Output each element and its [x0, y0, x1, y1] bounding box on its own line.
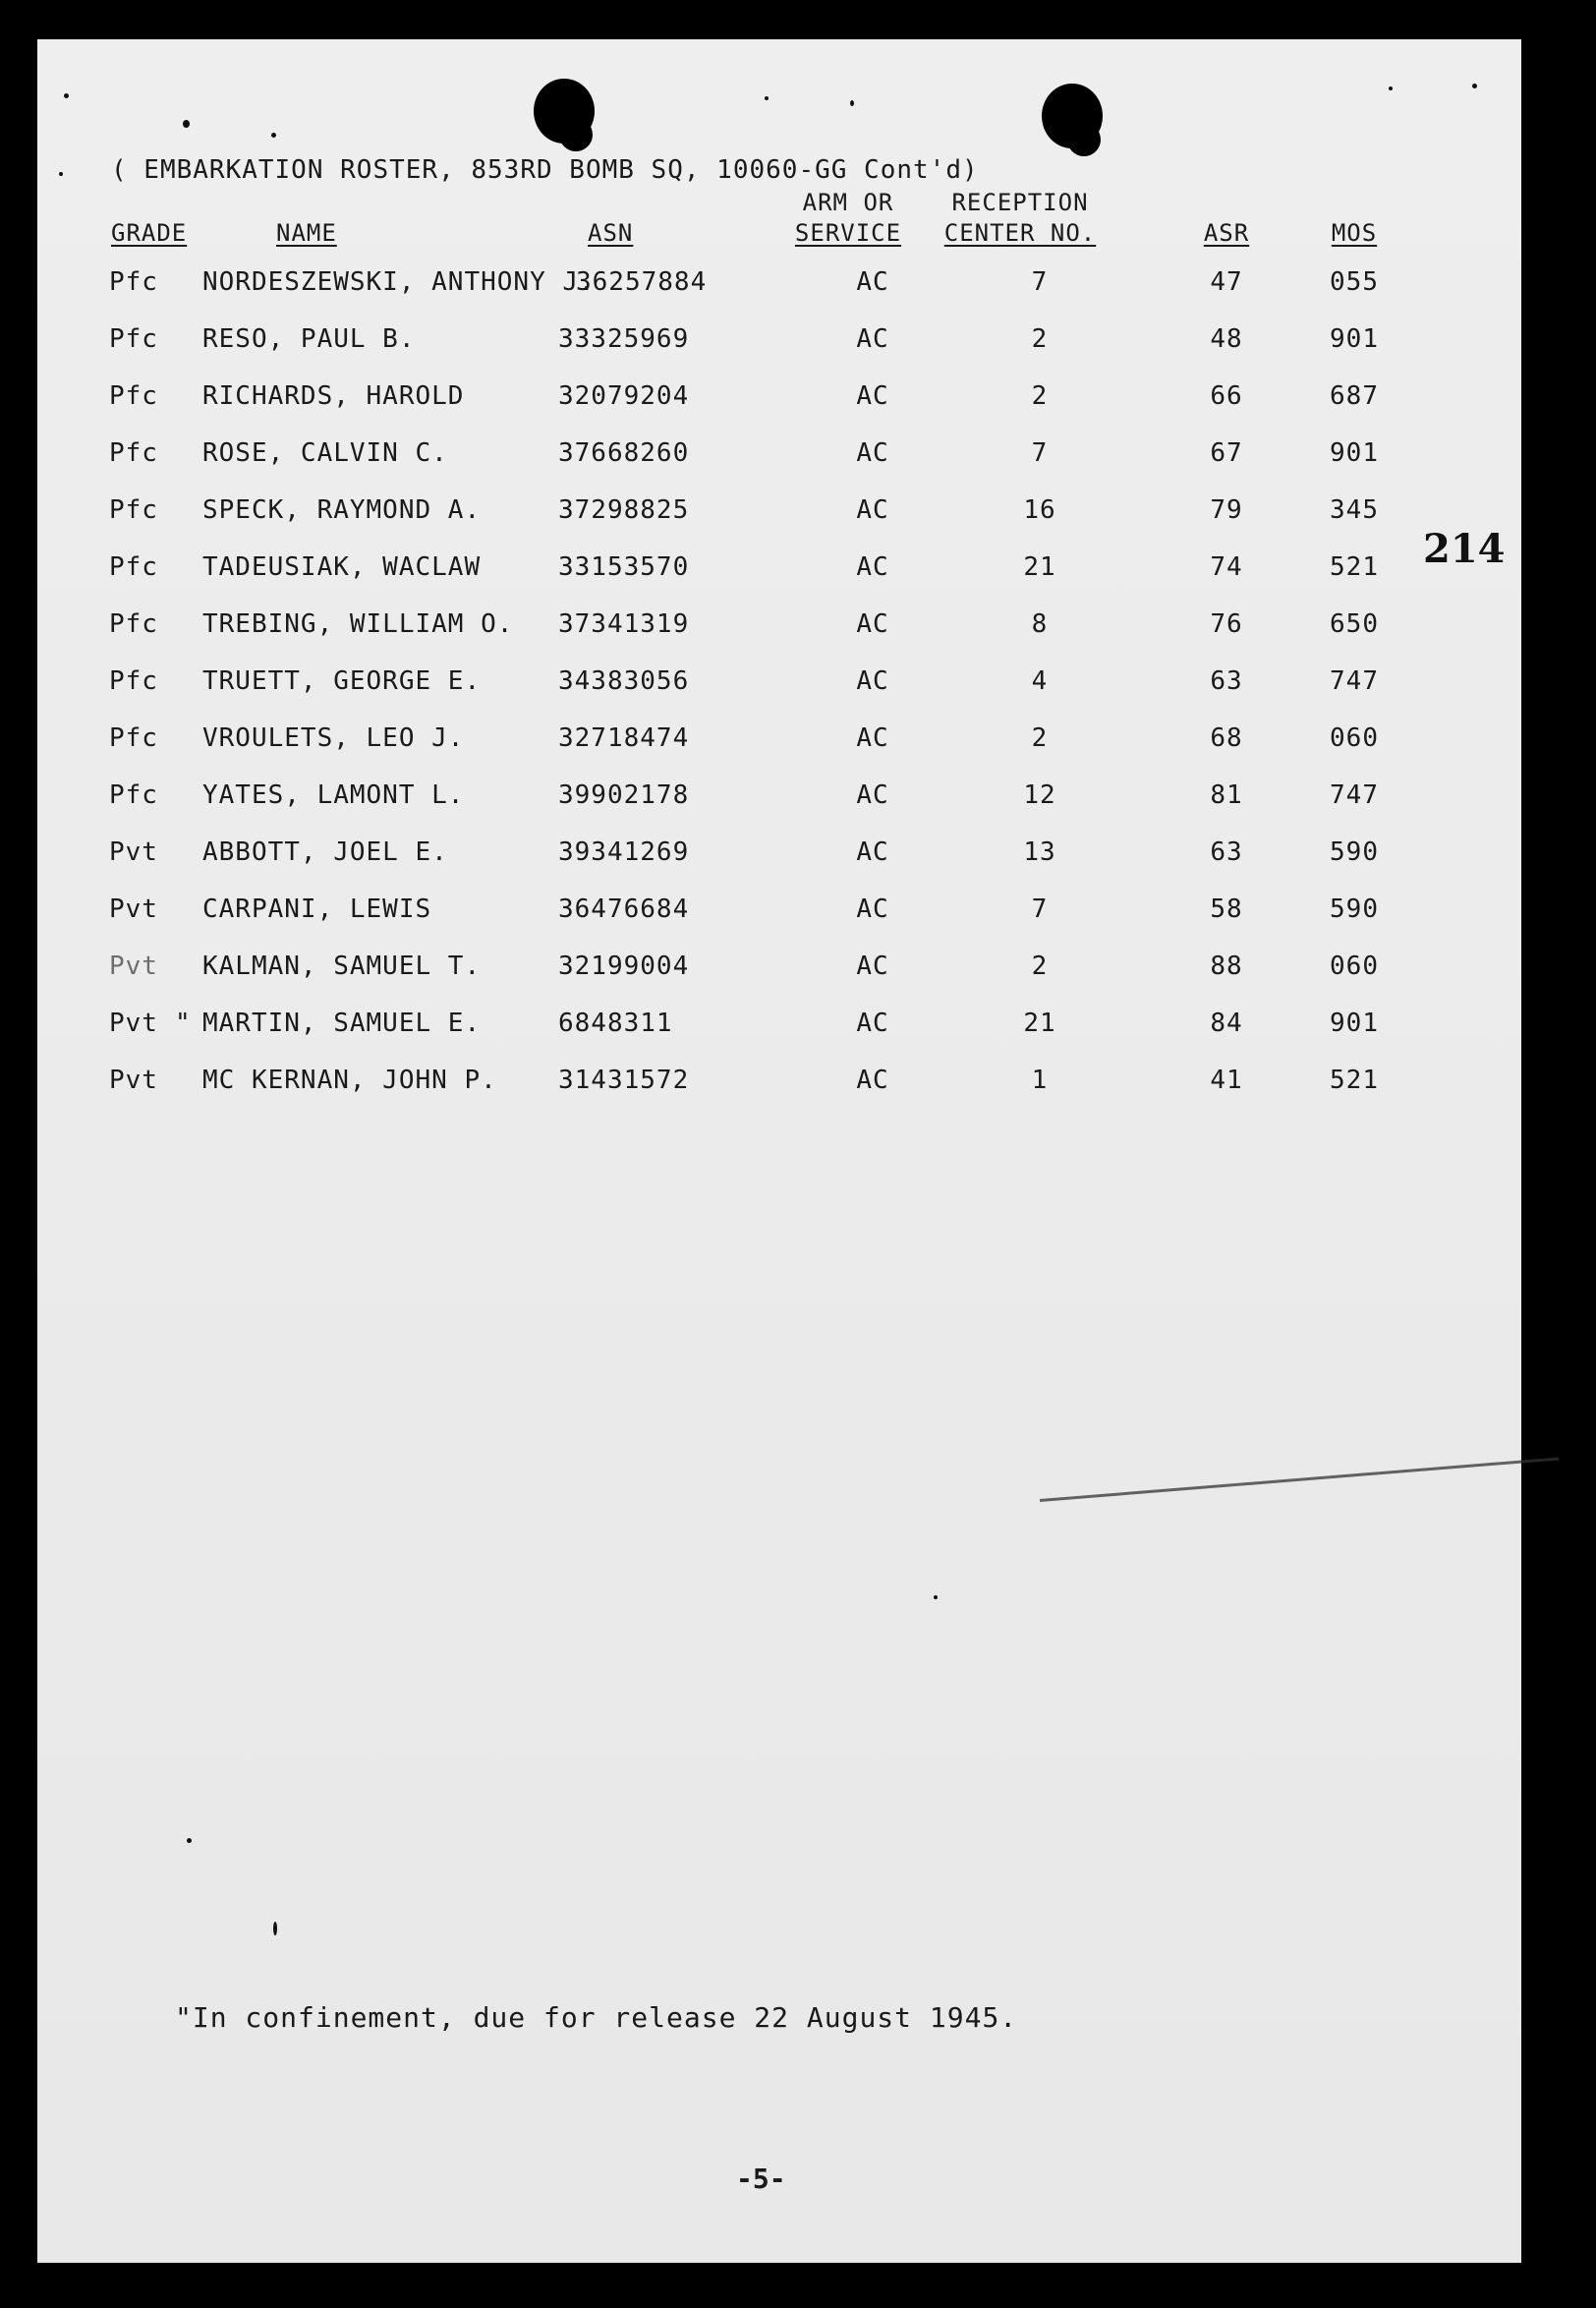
speck	[183, 120, 190, 128]
cell-asn: 37341319	[558, 609, 690, 639]
document-page	[37, 39, 1521, 2263]
cell-grade: Pfc	[109, 324, 158, 354]
cell-name: ABBOTT, JOEL E.	[202, 837, 448, 867]
header-reception-top: RECEPTION	[951, 189, 1089, 216]
cell-asr: 76	[1210, 609, 1243, 639]
table-row	[37, 1066, 1521, 1105]
cell-grade: Pfc	[109, 267, 158, 297]
table-row	[37, 837, 1521, 877]
cell-asr: 67	[1210, 438, 1243, 468]
speck	[64, 93, 69, 98]
cell-name: RICHARDS, HAROLD	[202, 381, 465, 411]
header-grade: GRADE	[111, 219, 188, 247]
footnote: "In confinement, due for release 22 August 1945.	[175, 2001, 1018, 2034]
cell-mos: 747	[1330, 780, 1379, 810]
cell-mos: 687	[1330, 381, 1379, 411]
cell-asr: 48	[1210, 324, 1243, 354]
marginal-page-number: 214	[1423, 526, 1506, 572]
cell-asn: 36257884	[576, 267, 708, 297]
speck	[59, 172, 63, 176]
cell-name: TREBING, WILLIAM O.	[202, 609, 514, 639]
cell-arm: AC	[856, 894, 889, 924]
table-row	[37, 1009, 1521, 1048]
cell-mos: 055	[1330, 267, 1379, 297]
table-row	[37, 381, 1521, 421]
table-row	[37, 324, 1521, 364]
cell-reception: 2	[1031, 381, 1049, 411]
punch-hole-right	[1042, 84, 1103, 148]
cell-asn: 32199004	[558, 952, 690, 981]
speck	[1389, 87, 1393, 90]
cell-grade: Pfc	[109, 723, 158, 753]
cell-asr: 63	[1210, 837, 1243, 867]
cell-reception: 8	[1031, 609, 1049, 639]
roster-title: ( EMBARKATION ROSTER, 853RD BOMB SQ, 10060-GG Cont'd)	[111, 155, 979, 185]
speck	[1472, 84, 1477, 88]
table-row	[37, 723, 1521, 763]
table-row	[37, 495, 1521, 535]
cell-grade: Pvt	[109, 894, 158, 924]
cell-reception: 12	[1023, 780, 1056, 810]
cell-reception: 7	[1031, 438, 1049, 468]
cell-asn: 31431572	[558, 1066, 690, 1095]
cell-asn: 6848311	[558, 1009, 673, 1038]
cell-arm: AC	[856, 324, 889, 354]
cell-arm: AC	[856, 952, 889, 981]
cell-name: TRUETT, GEORGE E.	[202, 666, 482, 696]
cell-arm: AC	[856, 666, 889, 696]
speck	[187, 1838, 192, 1843]
cell-grade: Pvt	[109, 837, 158, 867]
cell-asr: 88	[1210, 952, 1243, 981]
cell-mos: 590	[1330, 894, 1379, 924]
cell-arm: AC	[856, 780, 889, 810]
cell-reception: 2	[1031, 723, 1049, 753]
cell-asr: 68	[1210, 723, 1243, 753]
cell-name: RESO, PAUL B.	[202, 324, 416, 354]
cell-asr: 47	[1210, 267, 1243, 297]
cell-reception: 7	[1031, 267, 1049, 297]
speck	[271, 133, 276, 138]
cell-reception: 2	[1031, 952, 1049, 981]
cell-asn: 33153570	[558, 552, 690, 582]
cell-asr: 41	[1210, 1066, 1243, 1095]
cell-asr: 81	[1210, 780, 1243, 810]
punch-hole-left	[534, 79, 595, 144]
cell-asn: 32718474	[558, 723, 690, 753]
header-reception-bottom: CENTER NO.	[943, 219, 1097, 247]
speck	[934, 1595, 938, 1599]
cell-mos: 060	[1330, 723, 1379, 753]
cell-reception: 16	[1023, 495, 1056, 525]
cell-asn: 32079204	[558, 381, 690, 411]
cell-mos: 747	[1330, 666, 1379, 696]
cell-name: VROULETS, LEO J.	[202, 723, 465, 753]
cell-mos: 521	[1330, 1066, 1379, 1095]
cell-name: ROSE, CALVIN C.	[202, 438, 448, 468]
cell-reception: 4	[1031, 666, 1049, 696]
cell-name: TADEUSIAK, WACLAW	[202, 552, 482, 582]
cell-reception: 2	[1031, 324, 1049, 354]
cell-mos: 901	[1330, 438, 1379, 468]
cell-reception: 7	[1031, 894, 1049, 924]
cell-arm: AC	[856, 552, 889, 582]
cell-arm: AC	[856, 381, 889, 411]
cell-mark: "	[175, 1009, 192, 1038]
table-row	[37, 666, 1521, 706]
cell-name: NORDESZEWSKI, ANTHONY J.	[202, 267, 596, 297]
cell-grade: Pfc	[109, 495, 158, 525]
cell-asr: 66	[1210, 381, 1243, 411]
header-mos: MOS	[1331, 219, 1378, 247]
cell-mos: 060	[1330, 952, 1379, 981]
cell-name: YATES, LAMONT L.	[202, 780, 465, 810]
cell-asn: 37668260	[558, 438, 690, 468]
cell-arm: AC	[856, 438, 889, 468]
cell-asr: 63	[1210, 666, 1243, 696]
cell-grade: Pfc	[109, 552, 158, 582]
cell-grade: Pfc	[109, 609, 158, 639]
cell-name: MARTIN, SAMUEL E.	[202, 1009, 482, 1038]
cell-reception: 13	[1023, 837, 1056, 867]
cell-arm: AC	[856, 495, 889, 525]
header-asn: ASN	[588, 219, 634, 247]
page-number: -5-	[736, 2163, 786, 2195]
header-arm-bottom: SERVICE	[794, 219, 902, 247]
cell-name: MC KERNAN, JOHN P.	[202, 1066, 497, 1095]
cell-asr: 58	[1210, 894, 1243, 924]
cell-asn: 39902178	[558, 780, 690, 810]
table-row	[37, 780, 1521, 820]
cell-grade: Pfc	[109, 666, 158, 696]
speck	[765, 96, 769, 100]
cell-name: SPECK, RAYMOND A.	[202, 495, 482, 525]
cell-grade: Pfc	[109, 780, 158, 810]
cell-mos: 521	[1330, 552, 1379, 582]
cell-name: CARPANI, LEWIS	[202, 894, 432, 924]
cell-reception: 21	[1023, 552, 1056, 582]
cell-grade: Pvt	[109, 1009, 158, 1038]
header-asr: ASR	[1203, 219, 1250, 247]
cell-arm: AC	[856, 723, 889, 753]
header-arm-top: ARM OR	[802, 189, 894, 216]
cell-reception: 21	[1023, 1009, 1056, 1038]
cell-asn: 34383056	[558, 666, 690, 696]
table-row	[37, 894, 1521, 934]
pencil-mark	[1040, 1457, 1560, 1501]
cell-arm: AC	[856, 609, 889, 639]
cell-grade: Pfc	[109, 438, 158, 468]
cell-asn: 39341269	[558, 837, 690, 867]
cell-mos: 650	[1330, 609, 1379, 639]
cell-asr: 79	[1210, 495, 1243, 525]
table-row	[37, 609, 1521, 649]
cell-grade: Pfc	[109, 381, 158, 411]
cell-asn: 37298825	[558, 495, 690, 525]
cell-arm: AC	[856, 1009, 889, 1038]
table-row	[37, 552, 1521, 592]
speck	[273, 1922, 277, 1935]
cell-arm: AC	[856, 267, 889, 297]
cell-grade: Pvt	[109, 1066, 158, 1095]
cell-asn: 33325969	[558, 324, 690, 354]
cell-asn: 36476684	[558, 894, 690, 924]
cell-grade: Pvt	[109, 952, 158, 981]
cell-arm: AC	[856, 1066, 889, 1095]
cell-name: KALMAN, SAMUEL T.	[202, 952, 482, 981]
cell-asr: 74	[1210, 552, 1243, 582]
table-row	[37, 438, 1521, 478]
cell-mos: 345	[1330, 495, 1379, 525]
cell-mos: 590	[1330, 837, 1379, 867]
cell-reception: 1	[1031, 1066, 1049, 1095]
header-name: NAME	[276, 219, 337, 247]
cell-asr: 84	[1210, 1009, 1243, 1038]
cell-mos: 901	[1330, 1009, 1379, 1038]
cell-mos: 901	[1330, 324, 1379, 354]
speck	[850, 100, 854, 106]
table-row	[37, 952, 1521, 991]
cell-arm: AC	[856, 837, 889, 867]
table-row	[37, 267, 1521, 307]
